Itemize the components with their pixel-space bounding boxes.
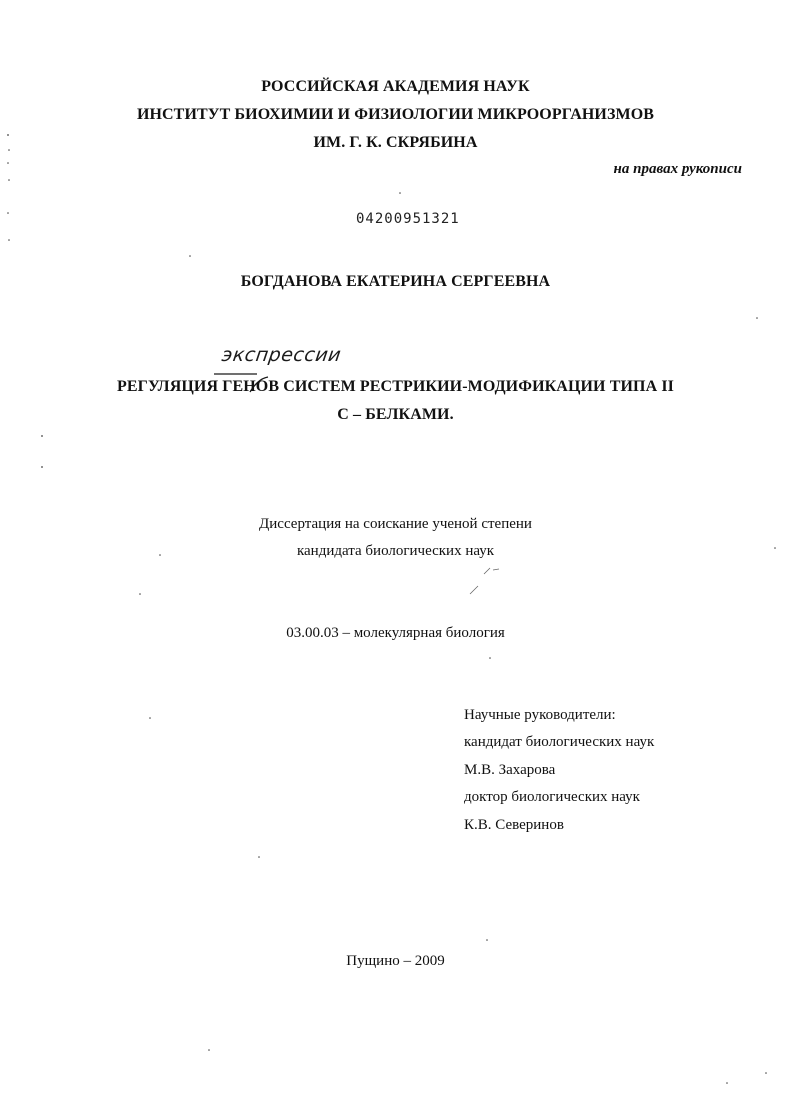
author-name: БОГДАНОВА ЕКАТЕРИНА СЕРГЕЕВНА xyxy=(240,273,551,290)
thesis-title-line-1: РЕГУЛЯЦИЯ ГЕНОВ СИСТЕМ РЕСТРИКИИ-МОДИФИКАЦИИ ТИПА II xyxy=(117,378,674,395)
institute-name: ИНСТИТУТ БИОХИМИИ И ФИЗИОЛОГИИ МИКРООРГАНИЗМОВ xyxy=(136,106,655,123)
advisor-1-degree: кандидат биологических наук xyxy=(464,734,655,750)
degree-line-2: кандидата биологических наук xyxy=(296,543,495,559)
specialty: 03.00.03 – молекулярная биология xyxy=(286,625,505,641)
advisor-2-name: К.В. Северинов xyxy=(464,817,564,833)
manuscript-note: на правах рукописи xyxy=(613,161,742,177)
institute-named-after: ИМ. Г. К. СКРЯБИНА xyxy=(313,134,478,151)
advisors-heading: Научные руководители: xyxy=(464,707,616,723)
place-and-year: Пущино – 2009 xyxy=(346,953,445,969)
academy-name: РОССИЙСКАЯ АКАДЕМИЯ НАУК xyxy=(261,78,530,95)
advisor-1-name: М.В. Захарова xyxy=(464,762,556,778)
degree-line-1: Диссертация на соискание ученой степени xyxy=(259,516,532,532)
handwritten-correction: экспрессии xyxy=(220,344,343,366)
thesis-title-line-2: С – БЕЛКАМИ. xyxy=(337,406,454,423)
advisor-2-degree: доктор биологических наук xyxy=(464,789,640,805)
catalog-number: 04200951321 xyxy=(356,211,460,227)
